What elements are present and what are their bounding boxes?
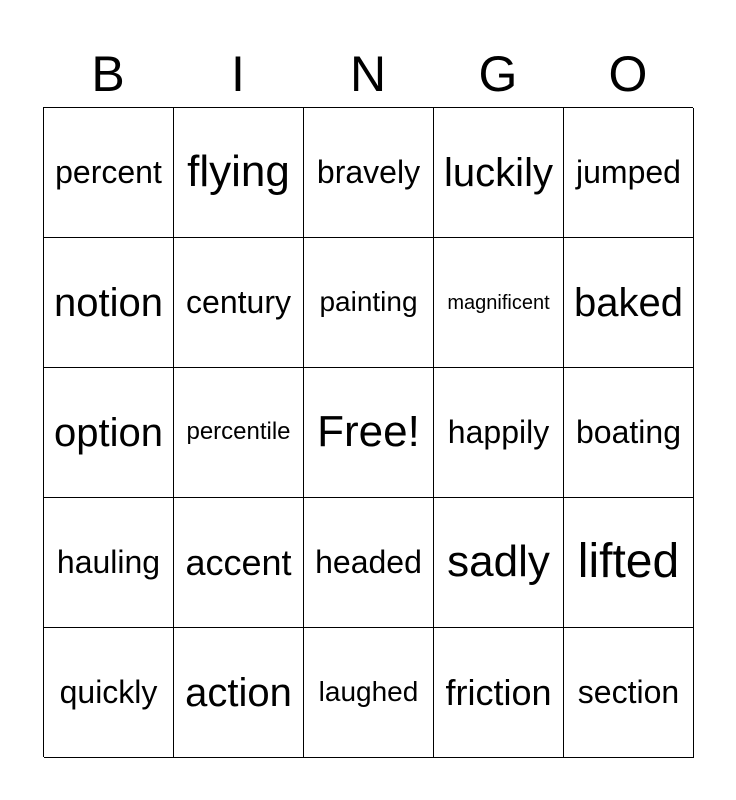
bingo-cell[interactable]: option [44, 368, 174, 498]
bingo-cell[interactable]: baked [564, 238, 694, 368]
header-letter-n: N [349, 46, 387, 102]
bingo-cell[interactable]: action [174, 628, 304, 758]
bingo-cell[interactable]: sadly [434, 498, 564, 628]
bingo-cell[interactable]: painting [304, 238, 434, 368]
bingo-cell[interactable]: boating [564, 368, 694, 498]
bingo-cell[interactable]: luckily [434, 108, 564, 238]
header-letter-i: I [231, 46, 245, 102]
bingo-cell[interactable]: century [174, 238, 304, 368]
header-letter-g: G [478, 46, 518, 102]
bingo-cell[interactable]: section [564, 628, 694, 758]
bingo-cell[interactable]: percentile [174, 368, 304, 498]
free-space-cell[interactable]: Free! [304, 368, 434, 498]
header-letter-o: O [608, 46, 648, 102]
bingo-cell[interactable]: happily [434, 368, 564, 498]
bingo-cell[interactable]: accent [174, 498, 304, 628]
bingo-cell[interactable]: friction [434, 628, 564, 758]
header-letter-b: B [91, 46, 125, 102]
bingo-cell[interactable]: jumped [564, 108, 694, 238]
bingo-cell[interactable]: quickly [44, 628, 174, 758]
bingo-cell[interactable]: laughed [304, 628, 434, 758]
bingo-cell[interactable]: magnificent [434, 238, 564, 368]
bingo-header [43, 40, 693, 108]
bingo-cell[interactable]: headed [304, 498, 434, 628]
bingo-cell[interactable]: lifted [564, 498, 694, 628]
bingo-board [43, 107, 693, 757]
bingo-cell[interactable]: flying [174, 108, 304, 238]
bingo-cell[interactable]: notion [44, 238, 174, 368]
bingo-cell[interactable]: bravely [304, 108, 434, 238]
bingo-cell[interactable]: hauling [44, 498, 174, 628]
bingo-cell[interactable]: percent [44, 108, 174, 238]
